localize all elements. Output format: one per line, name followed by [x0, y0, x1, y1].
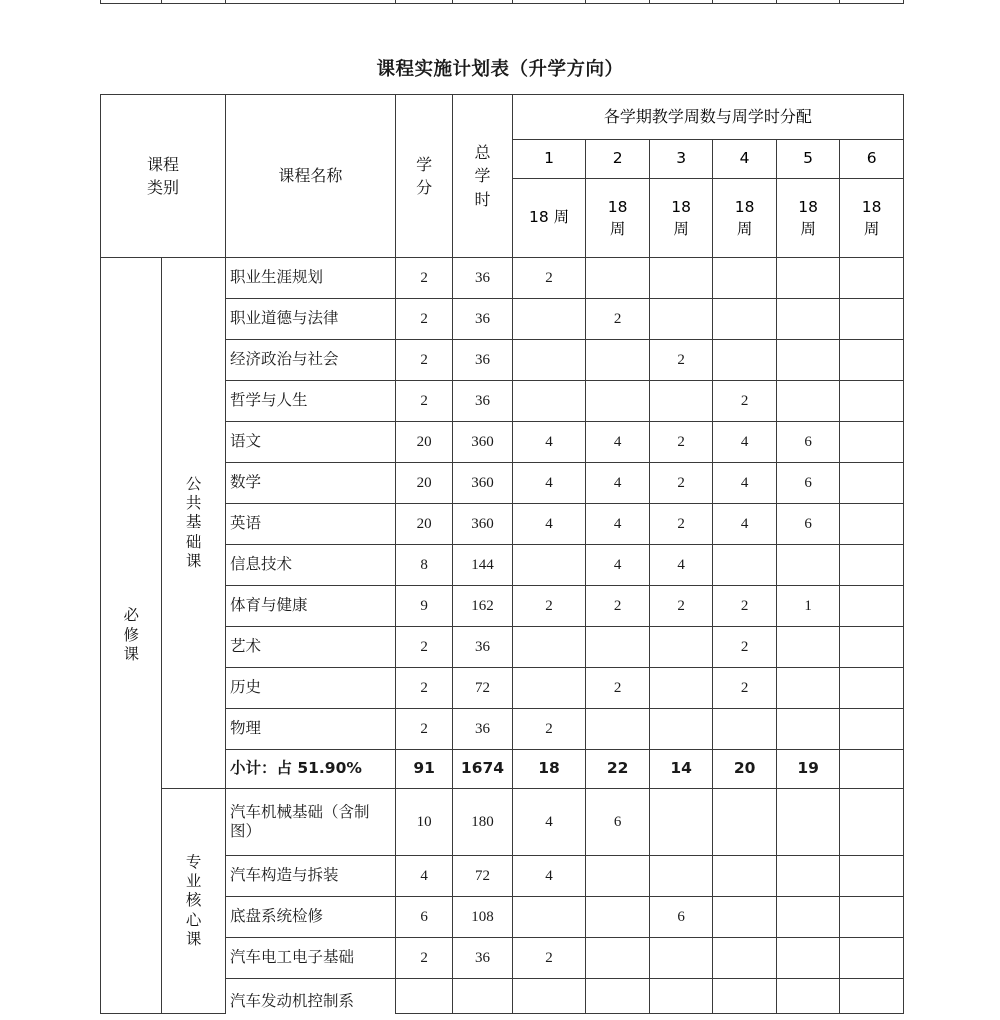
- course-credits: 20: [395, 463, 452, 504]
- sem-6: [840, 299, 904, 340]
- course-credits: 2: [395, 709, 452, 750]
- course-credits: 6: [395, 897, 452, 938]
- sem-4: 2: [713, 381, 776, 422]
- sem-6: [840, 422, 904, 463]
- category-char: 必: [123, 606, 139, 625]
- sem-2: [586, 856, 649, 897]
- course-hours: 108: [453, 897, 512, 938]
- subgroup-char: 课: [185, 552, 202, 571]
- sem-4: [713, 789, 776, 856]
- fragment-cell: [586, 0, 650, 4]
- sem-2: 4: [586, 545, 649, 586]
- subtotal-sem-6: [840, 750, 904, 789]
- sem-1: 4: [512, 463, 586, 504]
- sem-1: [512, 545, 586, 586]
- course-name: 职业生涯规划: [225, 258, 395, 299]
- header-credits-line-1: 学: [416, 154, 433, 174]
- sem-2: [586, 381, 649, 422]
- sem-3: [649, 627, 712, 668]
- course-credits: 8: [395, 545, 452, 586]
- header-credits-line-2: 分: [416, 178, 433, 197]
- course-hours: 36: [453, 709, 512, 750]
- subtotal-sem-2: 22: [586, 750, 649, 789]
- sem-4: [713, 897, 776, 938]
- course-hours: [453, 979, 512, 1014]
- course-credits: 10: [395, 789, 452, 856]
- subgroup-label-major-core: [162, 789, 226, 1014]
- fragment-cell: [776, 0, 840, 4]
- course-credits: 4: [395, 856, 452, 897]
- sem-4: 2: [713, 586, 776, 627]
- sem-6: [840, 668, 904, 709]
- subgroup-char: 公: [185, 474, 202, 493]
- course-hours: 144: [453, 545, 512, 586]
- previous-table-fragment: [100, 0, 904, 4]
- header-weeks-4-unit: 周: [736, 220, 753, 238]
- header-semester-3: 3: [649, 140, 712, 179]
- sem-3: [649, 709, 712, 750]
- sem-5: 6: [776, 463, 839, 504]
- sem-2: [586, 258, 649, 299]
- subgroup-char: 心: [185, 910, 202, 929]
- sem-2: 2: [586, 299, 649, 340]
- sem-4: [713, 938, 776, 979]
- sem-3: 2: [649, 340, 712, 381]
- header-weeks-2-num: 18: [607, 197, 628, 216]
- sem-2: 4: [586, 463, 649, 504]
- course-name: 信息技术: [225, 545, 395, 586]
- sem-2: [586, 627, 649, 668]
- sem-4: [713, 299, 776, 340]
- sem-2: 2: [586, 668, 649, 709]
- course-credits: 2: [395, 668, 452, 709]
- subtotal-sem-3: 14: [649, 750, 712, 789]
- fragment-cell: [512, 0, 586, 4]
- sem-5: [776, 668, 839, 709]
- sem-3: 4: [649, 545, 712, 586]
- sem-6: [840, 381, 904, 422]
- course-name: 汽车电工电子基础: [225, 938, 395, 979]
- sem-5: [776, 789, 839, 856]
- sem-2: [586, 340, 649, 381]
- subgroup-char: 核: [185, 891, 202, 910]
- course-hours: 36: [453, 258, 512, 299]
- course-hours: 162: [453, 586, 512, 627]
- sem-1: 2: [512, 938, 586, 979]
- fragment-table: [100, 0, 904, 4]
- course-credits: 2: [395, 258, 452, 299]
- sem-5: [776, 627, 839, 668]
- sem-3: [649, 668, 712, 709]
- sem-2: 6: [586, 789, 649, 856]
- sem-2: [586, 709, 649, 750]
- fragment-cell: [162, 0, 226, 4]
- sem-2: [586, 979, 649, 1014]
- subtotal-sem-1: 18: [512, 750, 586, 789]
- header-weeks-2-unit: 周: [609, 220, 626, 238]
- sem-5: [776, 979, 839, 1014]
- sem-1: [512, 299, 586, 340]
- header-weeks-5: [776, 179, 839, 258]
- sem-6: [840, 463, 904, 504]
- header-course-name: 课程名称: [225, 95, 395, 258]
- course-credits: 20: [395, 504, 452, 545]
- course-plan-table: [100, 94, 904, 1014]
- course-name: 英语: [225, 504, 395, 545]
- course-hours: 360: [453, 504, 512, 545]
- course-name: 汽车构造与拆装: [225, 856, 395, 897]
- sem-3: 2: [649, 586, 712, 627]
- header-semester-group: 各学期教学周数与周学时分配: [512, 95, 903, 140]
- subtotal-credits: 91: [395, 750, 452, 789]
- sem-6: [840, 938, 904, 979]
- course-credits: 2: [395, 381, 452, 422]
- sem-5: [776, 381, 839, 422]
- course-hours: 36: [453, 340, 512, 381]
- course-credits: 2: [395, 938, 452, 979]
- sem-2: 4: [586, 422, 649, 463]
- sem-4: [713, 340, 776, 381]
- header-weeks-6-unit: 周: [863, 220, 880, 238]
- sem-3: [649, 258, 712, 299]
- header-total-hours: [453, 95, 512, 258]
- sem-5: [776, 340, 839, 381]
- course-hours: 36: [453, 381, 512, 422]
- sem-1: 2: [512, 258, 586, 299]
- sem-4: [713, 709, 776, 750]
- course-hours: 72: [453, 668, 512, 709]
- course-credits: 2: [395, 627, 452, 668]
- header-total-hours-line-3: 时: [474, 189, 491, 209]
- sem-4: [713, 856, 776, 897]
- course-name: 数学: [225, 463, 395, 504]
- header-semester-6: 6: [840, 140, 904, 179]
- sem-3: 2: [649, 463, 712, 504]
- sem-5: [776, 545, 839, 586]
- sem-3: [649, 381, 712, 422]
- sem-6: [840, 545, 904, 586]
- header-category: [101, 95, 226, 258]
- subgroup-char: 础: [185, 532, 202, 551]
- course-name: 历史: [225, 668, 395, 709]
- fragment-cell: [713, 0, 777, 4]
- header-semester-1: 1: [512, 140, 586, 179]
- sem-3: [649, 979, 712, 1014]
- sem-3: 2: [649, 504, 712, 545]
- course-hours: 36: [453, 627, 512, 668]
- page-title: 课程实施计划表（升学方向）: [376, 59, 624, 80]
- sem-1: 4: [512, 789, 586, 856]
- sem-2: 4: [586, 504, 649, 545]
- sem-6: [840, 504, 904, 545]
- course-name: 经济政治与社会: [225, 340, 395, 381]
- sem-6: [840, 789, 904, 856]
- header-weeks-6: [840, 179, 904, 258]
- sem-4: 4: [713, 422, 776, 463]
- sem-5: [776, 938, 839, 979]
- course-plan-table-wrap: [100, 94, 904, 1014]
- subgroup-char: 基: [185, 513, 202, 532]
- course-name: 体育与健康: [225, 586, 395, 627]
- fragment-cell: [101, 0, 162, 4]
- sem-6: [840, 856, 904, 897]
- sem-1: 4: [512, 504, 586, 545]
- header-weeks-2: [586, 179, 649, 258]
- course-name: 底盘系统检修: [225, 897, 395, 938]
- sem-1: [512, 668, 586, 709]
- sem-6: [840, 586, 904, 627]
- sem-1: [512, 979, 586, 1014]
- subgroup-char: 共: [185, 493, 202, 512]
- sem-3: [649, 856, 712, 897]
- subgroup-char: 专: [185, 852, 202, 871]
- sem-1: [512, 381, 586, 422]
- course-name: 物理: [225, 709, 395, 750]
- course-name: 艺术: [225, 627, 395, 668]
- course-hours: 180: [453, 789, 512, 856]
- course-name: 语文: [225, 422, 395, 463]
- sem-3: [649, 789, 712, 856]
- course-name: 汽车机械基础（含制图）: [225, 789, 395, 856]
- sem-1: 4: [512, 856, 586, 897]
- header-row-1: [101, 95, 904, 140]
- course-credits: [395, 979, 452, 1014]
- sem-1: [512, 897, 586, 938]
- category-label-compulsory: [101, 258, 162, 1014]
- sem-1: 2: [512, 586, 586, 627]
- sem-3: 2: [649, 422, 712, 463]
- sem-4: [713, 545, 776, 586]
- subgroup-char: 课: [185, 930, 202, 949]
- header-semester-2: 2: [586, 140, 649, 179]
- header-total-hours-line-2: 学: [474, 166, 491, 186]
- subgroup-char: 业: [185, 871, 202, 890]
- course-credits: 2: [395, 299, 452, 340]
- sem-6: [840, 340, 904, 381]
- course-credits: 9: [395, 586, 452, 627]
- sem-6: [840, 979, 904, 1014]
- sem-6: [840, 258, 904, 299]
- course-credits: 20: [395, 422, 452, 463]
- sem-5: [776, 258, 839, 299]
- sem-3: [649, 299, 712, 340]
- header-weeks-4-num: 18: [734, 197, 755, 216]
- header-weeks-3: [649, 179, 712, 258]
- subgroup-label-general-basic: [162, 258, 226, 789]
- sem-4: 4: [713, 504, 776, 545]
- sem-4: 4: [713, 463, 776, 504]
- sem-4: 2: [713, 627, 776, 668]
- course-name: 职业道德与法律: [225, 299, 395, 340]
- sem-2: 2: [586, 586, 649, 627]
- fragment-cell: [453, 0, 512, 4]
- sem-6: [840, 897, 904, 938]
- course-hours: 36: [453, 299, 512, 340]
- header-total-hours-line-1: 总: [474, 143, 491, 163]
- sem-1: 4: [512, 422, 586, 463]
- sem-5: [776, 897, 839, 938]
- sem-3: [649, 938, 712, 979]
- fragment-cell: [395, 0, 452, 4]
- sem-2: [586, 938, 649, 979]
- header-weeks-5-unit: 周: [800, 220, 816, 238]
- sem-6: [840, 709, 904, 750]
- category-char: 修: [123, 625, 139, 644]
- sem-3: 6: [649, 897, 712, 938]
- course-hours: 72: [453, 856, 512, 897]
- header-weeks-1: 18 周: [512, 179, 586, 258]
- sem-5: [776, 856, 839, 897]
- subtotal-sem-5: 19: [776, 750, 839, 789]
- header-credits: [395, 95, 452, 258]
- fragment-cell: [840, 0, 904, 4]
- subtotal-hours: 1674: [453, 750, 512, 789]
- header-category-line-1: 课程: [146, 154, 179, 174]
- sem-2: [586, 897, 649, 938]
- category-char: 课: [123, 645, 139, 664]
- subtotal-sem-4: 20: [713, 750, 776, 789]
- header-weeks-5-num: 18: [798, 197, 818, 216]
- sem-6: [840, 627, 904, 668]
- header-semester-4: 4: [713, 140, 776, 179]
- table-row: [101, 789, 904, 856]
- sem-4: [713, 258, 776, 299]
- sem-5: 6: [776, 422, 839, 463]
- sem-1: [512, 340, 586, 381]
- sem-1: [512, 627, 586, 668]
- sem-5: 6: [776, 504, 839, 545]
- header-weeks-3-num: 18: [671, 197, 691, 216]
- table-row: [101, 258, 904, 299]
- course-hours: 36: [453, 938, 512, 979]
- fragment-row: [101, 0, 904, 4]
- sem-4: [713, 979, 776, 1014]
- sem-5: [776, 709, 839, 750]
- subtotal-label: 小计：占 51.90%: [225, 750, 395, 789]
- course-name: 哲学与人生: [225, 381, 395, 422]
- sem-5: [776, 299, 839, 340]
- course-hours: 360: [453, 463, 512, 504]
- sem-1: 2: [512, 709, 586, 750]
- header-weeks-4: [713, 179, 776, 258]
- header-weeks-6-num: 18: [861, 197, 882, 216]
- fragment-cell: [649, 0, 713, 4]
- sem-5: 1: [776, 586, 839, 627]
- header-category-line-2: 类别: [146, 178, 179, 197]
- course-credits: 2: [395, 340, 452, 381]
- course-name: 汽车发动机控制系: [225, 985, 395, 1020]
- course-hours: 360: [453, 422, 512, 463]
- header-weeks-3-unit: 周: [673, 220, 689, 238]
- fragment-cell: [225, 0, 395, 4]
- sem-4: 2: [713, 668, 776, 709]
- header-semester-5: 5: [776, 140, 839, 179]
